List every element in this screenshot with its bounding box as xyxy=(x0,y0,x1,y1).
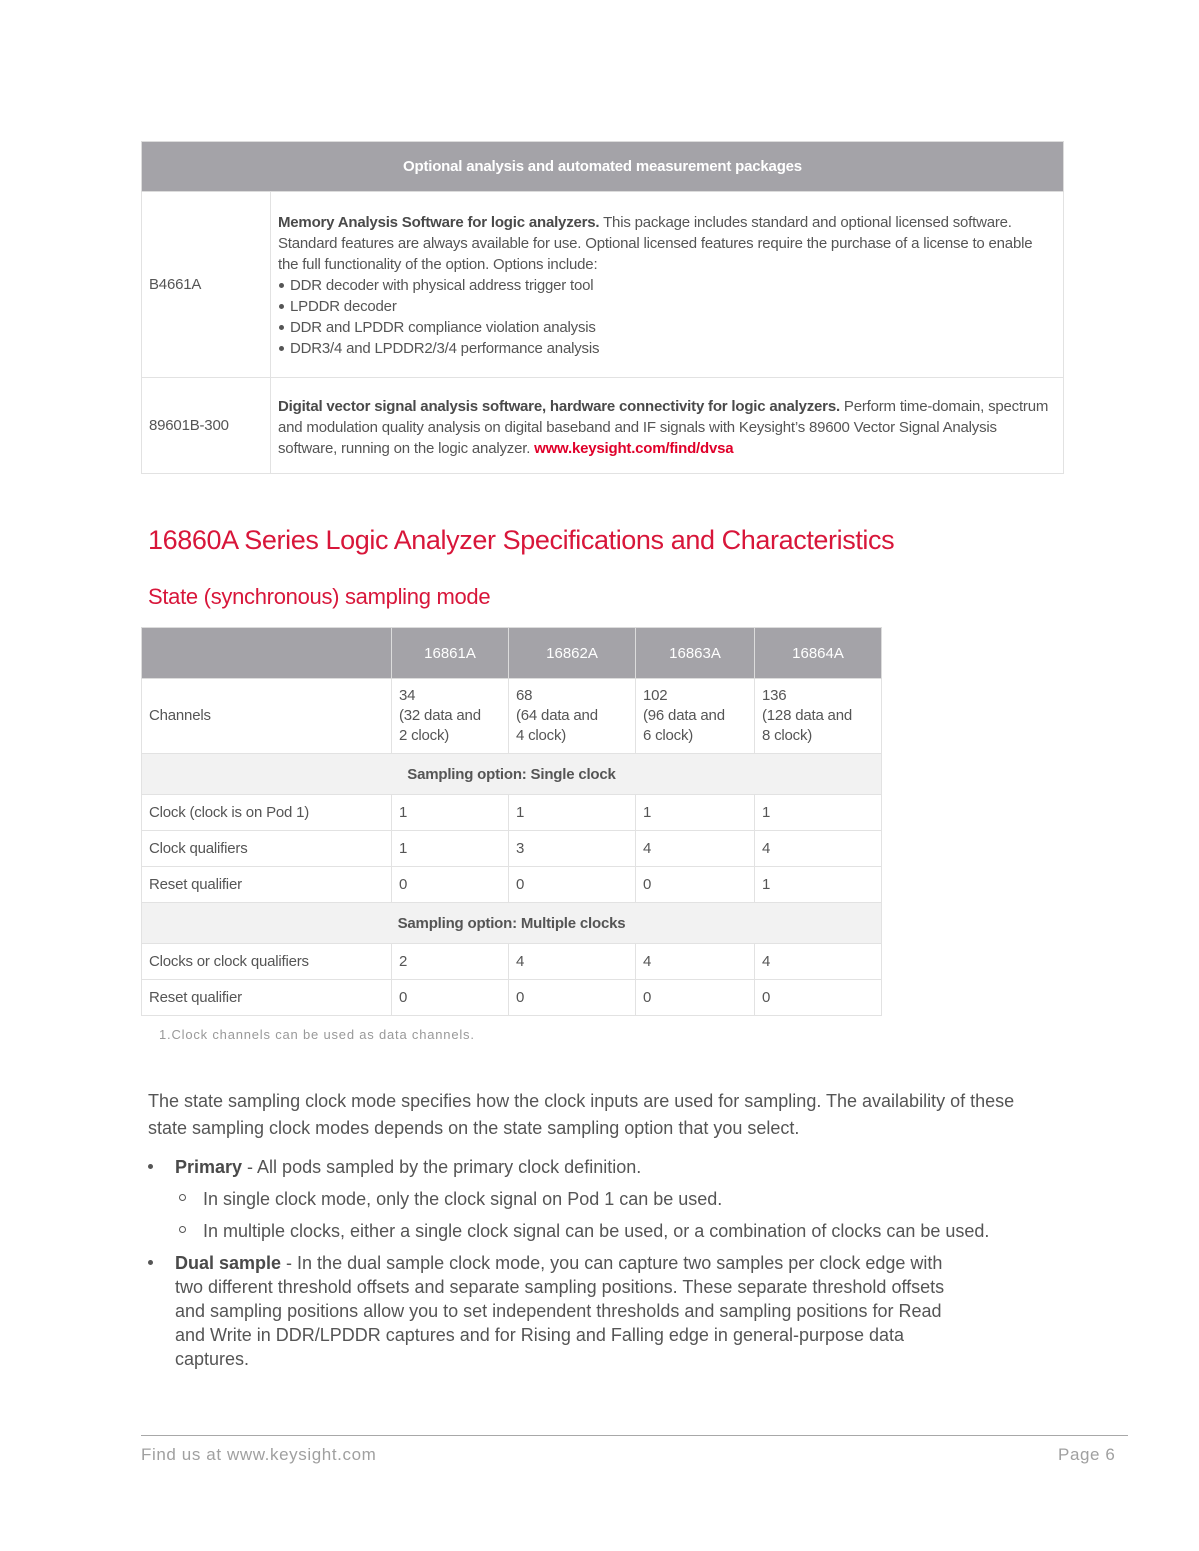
group-title: Sampling option: Multiple clocks xyxy=(142,903,882,944)
sublist-item xyxy=(175,1219,993,1243)
column-header-16864a: 16864A xyxy=(755,628,882,679)
table-row xyxy=(142,980,882,1016)
table-cell xyxy=(509,679,636,754)
table-cell: 4 xyxy=(636,831,755,867)
bullet-icon xyxy=(148,1164,153,1169)
package-title: Memory Analysis Software for logic analyzers. xyxy=(278,214,600,231)
package-options-list xyxy=(278,275,1051,359)
table-cell: 0 xyxy=(636,980,755,1016)
table-row xyxy=(142,378,1064,474)
primary-sublist xyxy=(175,1187,1028,1243)
package-description xyxy=(271,378,1064,474)
table-footnote: 1.Clock channels can be used as data channels. xyxy=(159,1027,475,1042)
table-cell: 1 xyxy=(755,795,882,831)
hollow-bullet-icon xyxy=(179,1194,186,1201)
packages-table-header: Optional analysis and automated measurement packages xyxy=(142,142,1064,192)
package-text: Perform time-domain, spectrum and modulation quality analysis on digital baseband and IF signals with Keysight’s 89600 Vector Signal Analysis software, running on the logic analyzer. xyxy=(278,398,1049,457)
table-row xyxy=(142,867,882,903)
table-cell: 1 xyxy=(636,795,755,831)
table-cell: 4 xyxy=(755,831,882,867)
cell-line: (32 data and xyxy=(399,707,481,724)
row-label: Clocks or clock qualifiers xyxy=(142,944,392,980)
list-item-primary xyxy=(148,1155,1028,1243)
cell-line: 6 clock) xyxy=(643,727,694,744)
section-title: 16860A Series Logic Analyzer Specifications and Characteristics xyxy=(148,525,895,555)
package-code: B4661A xyxy=(142,192,271,378)
table-row xyxy=(142,831,882,867)
cell-line: 34 xyxy=(399,687,416,704)
table-cell: 0 xyxy=(392,980,509,1016)
cell-line: 2 clock) xyxy=(399,727,450,744)
package-description xyxy=(271,192,1064,378)
table-cell: 0 xyxy=(636,867,755,903)
sublist-item xyxy=(175,1187,993,1211)
list-item: DDR and LPDDR compliance violation analysis xyxy=(278,317,1051,338)
row-label: Channels xyxy=(142,679,392,754)
list-item: DDR decoder with physical address trigger tool xyxy=(278,275,1051,296)
spec-table-header xyxy=(142,628,882,679)
package-text: This package includes standard and optional licensed software. Standard features are always available for use. Optional licensed features require the purchase of a license to enable the full functionality of the option. Options include: xyxy=(278,214,1033,273)
table-cell: 1 xyxy=(392,795,509,831)
table-row-channels xyxy=(142,679,882,754)
intro-paragraph: The state sampling clock mode specifies how the clock inputs are used for sampling. The availability of these state sampling clock modes depends on the state sampling option that you select. xyxy=(148,1091,1015,1138)
list-item: DDR3/4 and LPDDR2/3/4 performance analysis xyxy=(278,338,1051,359)
column-header-empty xyxy=(142,628,392,679)
cell-line: (64 data and xyxy=(516,707,598,724)
cell-line: 102 xyxy=(643,687,668,704)
footer-website: Find us at www.keysight.com xyxy=(141,1445,377,1464)
table-cell: 3 xyxy=(509,831,636,867)
table-row xyxy=(142,944,882,980)
table-cell: 2 xyxy=(392,944,509,980)
table-cell: 0 xyxy=(755,980,882,1016)
group-header-row xyxy=(142,754,882,795)
table-cell: 1 xyxy=(509,795,636,831)
cell-line: (128 data and xyxy=(762,707,852,724)
packages-table xyxy=(141,141,1064,474)
row-label: Clock (clock is on Pod 1) xyxy=(142,795,392,831)
subsection-title: State (synchronous) sampling mode xyxy=(148,584,491,609)
spec-table xyxy=(141,627,882,1016)
cell-line: 8 clock) xyxy=(762,727,813,744)
table-cell: 1 xyxy=(755,867,882,903)
group-header-row xyxy=(142,903,882,944)
package-title: Digital vector signal analysis software, hardware connectivity for logic analyzers. xyxy=(278,398,840,415)
group-title: Sampling option: Single clock xyxy=(142,754,882,795)
cell-line: (96 data and xyxy=(643,707,725,724)
bullet-term: Primary xyxy=(175,1157,243,1177)
cell-line: 136 xyxy=(762,687,787,704)
list-item-dual-sample xyxy=(148,1251,975,1371)
column-header-16862a: 16862A xyxy=(509,628,636,679)
sublist-text: In single clock mode, only the clock signal on Pod 1 can be used. xyxy=(203,1189,723,1209)
cell-line: 4 clock) xyxy=(516,727,567,744)
table-cell xyxy=(755,679,882,754)
list-item: LPDDR decoder xyxy=(278,296,1051,317)
table-row xyxy=(142,795,882,831)
row-label: Clock qualifiers xyxy=(142,831,392,867)
bullet-text: - All pods sampled by the primary clock definition. xyxy=(242,1157,642,1177)
table-cell: 0 xyxy=(509,980,636,1016)
table-cell xyxy=(636,679,755,754)
bullet-icon xyxy=(148,1260,153,1265)
hollow-bullet-icon xyxy=(179,1226,186,1233)
table-cell: 0 xyxy=(392,867,509,903)
table-row xyxy=(142,192,1064,378)
table-cell: 1 xyxy=(392,831,509,867)
column-header-16863a: 16863A xyxy=(636,628,755,679)
dvsa-link[interactable]: www.keysight.com/find/dvsa xyxy=(534,440,734,457)
bullet-term: Dual sample xyxy=(175,1253,282,1273)
page-number: Page 6 xyxy=(1058,1445,1116,1464)
cell-line: 68 xyxy=(516,687,533,704)
table-cell: 4 xyxy=(755,944,882,980)
table-cell xyxy=(392,679,509,754)
table-cell: 4 xyxy=(509,944,636,980)
package-code: 89601B-300 xyxy=(142,378,271,474)
table-cell: 0 xyxy=(509,867,636,903)
row-label: Reset qualifier xyxy=(142,980,392,1016)
sublist-text: In multiple clocks, either a single clock signal can be used, or a combination of clocks can be used. xyxy=(203,1221,990,1241)
clock-mode-list xyxy=(148,1155,1028,1379)
table-cell: 4 xyxy=(636,944,755,980)
row-label: Reset qualifier xyxy=(142,867,392,903)
bullet-text: - In the dual sample clock mode, you can capture two samples per clock edge with two different threshold offsets and separate sampling positions. These separate threshold offsets and sampling positions allow you to set independent thresholds and sampling positions for Read and Write in DDR/LPDDR captures and for Rising and Falling edge in general-purpose data captures. xyxy=(175,1253,945,1369)
footer-divider xyxy=(141,1435,1128,1436)
column-header-16861a: 16861A xyxy=(392,628,509,679)
